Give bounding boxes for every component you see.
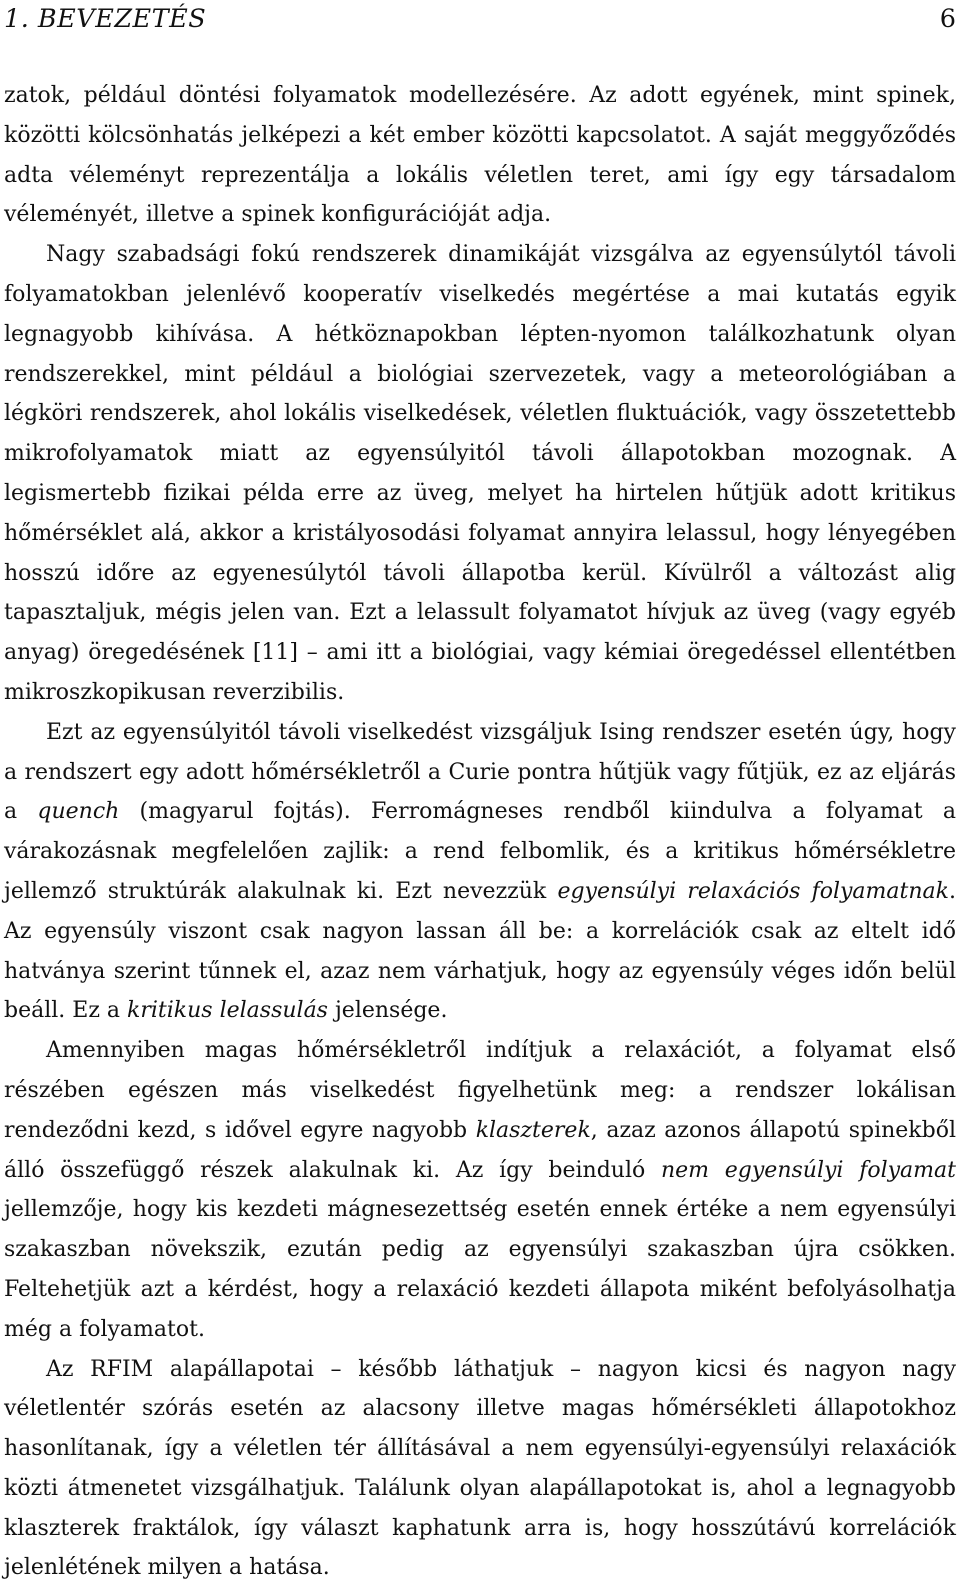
text-run: , azaz azonos állapotú spinekből álló összefüggő részek alakulnak ki. Az így beinduló — [4, 1118, 956, 1183]
text-run: . Az egyensúly viszont csak nagyon lassan áll be: a korrelációk csak az eltelt idő hatványa szerint tűnnek el, azaz nem várhatjuk, hogy az egyensúly véges időn belül beáll. Ez a — [4, 879, 956, 1023]
text-run: jelensége. — [328, 998, 447, 1023]
emphasized-term: klaszterek — [476, 1118, 591, 1143]
text-run: zatok, például döntési folyamatok modellezésére. Az adott egyének, mint spinek, közötti kölcsönhatás jelképezi a két ember közötti kapcsolatot. A saját meggyőződés adta véleményt reprezentálja a lokális véletlen teret, ami így egy társadalom véleményét, illetve a spinek konfigurációját adja. — [4, 83, 956, 227]
text-run: Az RFIM alapállapotai – később láthatjuk – nagyon kicsi és nagyon nagy véletlentér szórás esetén az alacsony illetve magas hőmérsékleti állapotokhoz hasonlítanak, így a véletlen tér állításával a nem egyensúlyi-egyensúlyi relaxációk közti átmenetet vizsgálhatjuk. Találunk olyan alapállapotokat is, ahol a legnagyobb klaszterek fraktálok, így választ kaphatunk arra is, hogy hosszútávú korrelációk jelenlétének milyen a hatása. — [4, 1357, 956, 1581]
paragraph-4 — [4, 1031, 956, 1349]
text-run: Amennyiben magas hőmérsékletről indítjuk a relaxációt, a folyamat első részében egészen más viselkedést figyelhetünk meg: a rendszer lokálisan rendeződni kezd, s idővel egyre nagyobb — [4, 1038, 956, 1143]
emphasized-term: quench — [37, 799, 119, 824]
emphasized-term: egyensúlyi relaxációs folyamatnak — [557, 879, 949, 904]
paragraph-5 — [4, 1350, 956, 1588]
text-run: Ezt az egyensúlyitól távoli viselkedést vizsgáljuk Ising rendszer esetén úgy, hogy a rendszert egy adott hőmérsékletről a Curie pontra hűtjük vagy fűtjük, ez az eljárás a — [4, 720, 956, 825]
text-run: jellemzője, hogy kis kezdeti mágnesezettség esetén ennek értéke a nem egyensúlyi szakaszban növekszik, ezután pedig az egyensúlyi szakaszban újra csökken. Feltehetjük azt a kérdést, hogy a relaxáció kezdeti állapota miként befolyásolhatja még a folyamatot. — [4, 1197, 956, 1341]
paragraph-1 — [4, 76, 956, 235]
emphasized-term: kritikus lelassulás — [127, 998, 328, 1023]
body-text — [4, 76, 956, 1588]
paragraph-2 — [4, 235, 956, 713]
text-run: (magyarul fojtás). Ferromágneses rendből kiindulva a folyamat a várakozásnak megfelelően zajlik: a rend felbomlik, és a kritikus hőmérsékletre jellemző struktúrák alakulnak ki. Ezt nevezzük — [4, 799, 956, 904]
paragraph-3 — [4, 713, 956, 1031]
page-number: 6 — [940, 0, 956, 38]
document-page — [4, 0, 956, 1588]
running-header — [4, 0, 956, 40]
emphasized-term: nem egyensúlyi folyamat — [661, 1158, 956, 1183]
text-run: Nagy szabadsági fokú rendszerek dinamikáját vizsgálva az egyensúlytól távoli folyamatokban jelenlévő kooperatív viselkedés megértése a mai kutatás egyik legnagyobb kihívása. A hétköznapokban lépten-nyomon találkozhatunk olyan rendszerekkel, mint például a biológiai szervezetek, vagy a meteorológiában a légköri rendszerek, ahol lokális viselkedések, véletlen fluktuációk, vagy összetettebb mikrofolyamatok miatt az egyensúlyitól távoli állapotokban mozognak. A legismertebb fizikai példa erre az üveg, melyet ha hirtelen hűtjük adott kritikus hőmérséklet alá, akkor a kristályosodási folyamat annyira lelassul, hogy lényegében hosszú időre az egyenesúlytól távoli állapotba kerül. Kívülről a változást alig tapasztaljuk, mégis jelen van. Ezt a lelassult folyamatot hívjuk az üveg (vagy egyéb anyag) öregedésének [11] – ami itt a biológiai, vagy kémiai öregedéssel ellentétben mikroszkopikusan reverzibilis. — [4, 242, 956, 705]
chapter-title: 1. BEVEZETÉS — [4, 0, 206, 38]
